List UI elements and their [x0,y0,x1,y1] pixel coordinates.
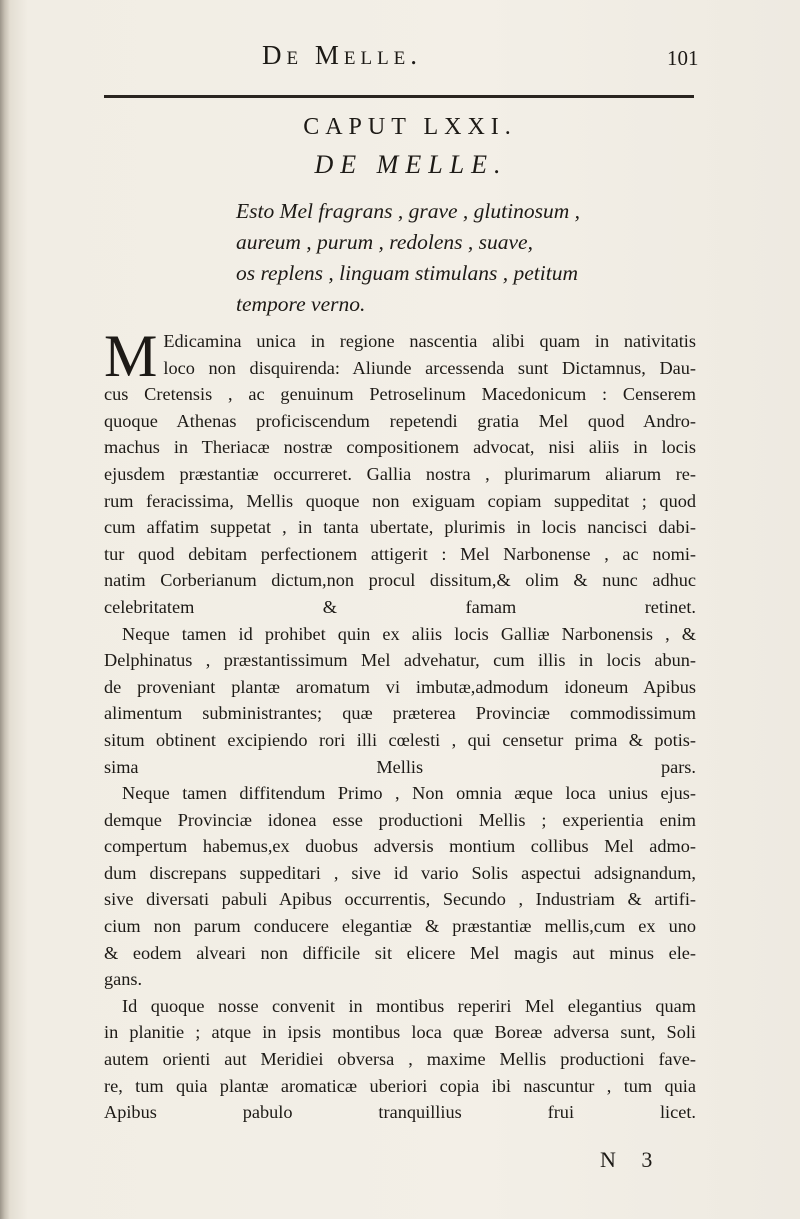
text-line: demque Provinciæ idonea esse productioni Mellis ; experientia enim [104,809,696,830]
summary-line: tempore verno. [236,292,366,316]
text-line: Delphinatus , præstantissimum Mel advehatur, cum illis in locis abun- [104,650,696,671]
text-line: celebritatem & famam retinet. [104,596,696,617]
text-line: autem orienti aut Meridiei obversa , maxime Mellis productioni fave- [104,1049,696,1070]
header-rule [104,95,694,98]
summary-line: aureum , purum , redolens , suave, [236,230,533,254]
text-line: Neque tamen diffitendum Primo , Non omnia æque loca unius ejus- [122,783,696,804]
text-line: ejusdem præstantiæ occurreret. Gallia nostra , plurimarum aliarum re- [104,463,696,484]
page-spine-shadow [0,0,10,1219]
text-line: sive diversati pabuli Apibus occurrentis, Secundo , Industriam & artifi- [104,889,696,910]
summary-line: os replens , linguam stimulans , petitum [236,261,579,285]
paragraph-2 [104,621,696,781]
text-line: Apibus pabulo tranquillius frui licet. [104,1102,696,1123]
text-line: situm obtinent excipiendo rori illi cœlesti , qui censetur prima & potis- [104,729,696,750]
summary-line: Esto Mel fragrans , grave , glutinosum , [236,199,580,223]
text-line: gans. [104,969,143,990]
text-line: Edicamina unica in regione nascentia alibi quam in nativitatis [163,331,696,351]
text-line: loco non disquirenda: Aliunde arcessenda sunt Dictamnus, Dau- [163,357,696,378]
text-line: sima Mellis pars. [104,756,696,777]
chapter-title: DE MELLE. [314,150,508,179]
paragraph-3 [104,780,696,993]
text-line: Id quoque nosse convenit in montibus reperiri Mel elegantius quam [122,995,696,1016]
text-line: cus Cretensis , ac genuinum Petroselinum Macedonicum : Censerem [104,384,696,405]
text-line: cium non parum conducere elegantiæ & præstantiæ mellis,cum ex uno [104,916,696,937]
text-line: re, tum quia plantæ aromaticæ uberiori copia ibi nascuntur , tum quia [104,1075,696,1096]
text-line: de proveniant plantæ aromatum vi imbutæ,admodum idoneum Apibus [104,676,696,697]
text-line: alimentum subministrantes; quæ præterea Provinciæ commodissimum [104,703,696,724]
text-line: compertum habemus,ex duobus adversis montium collibus Mel admo- [104,836,696,857]
text-line: Neque tamen id prohibet quin ex aliis locis Galliæ Narbonensis , & [122,623,696,644]
text-line: machus in Theriacæ nostræ compositionem advocat, nisi aliis in locis [104,437,696,458]
text-line: in planitie ; atque in ipsis montibus loca quæ Boreæ adversa sunt, Soli [104,1022,696,1043]
text-line: quoque Athenas proficiscendum repetendi gratia Mel quod Andro- [104,410,696,431]
text-line: dum discrepans suppeditari , sive id vario Solis aspectui adsignandum, [104,862,696,883]
text-line: & eodem alveari non difficile sit elicere Mel magis aut minus ele- [104,942,696,963]
text-line: rum feracissima, Mellis quoque non exiguam copiam suppeditat ; quod [104,490,696,511]
body-text [104,323,696,1126]
drop-cap: M [104,323,158,389]
text-line: natim Corberianum dictum,non procul dissitum,& olim & nunc adhuc [104,570,696,591]
text-line: tur quod debitam perfectionem attigerit : Mel Narbonense , ac nomi- [104,543,696,564]
text-line: cum affatim suppetat , in tanta ubertate, plurimis in locis nancisci dabi- [104,517,696,538]
page-number: 101 [667,46,699,70]
paragraph-4 [104,993,696,1126]
paragraph-1 [104,323,696,621]
chapter-number: CAPUT LXXI. [303,114,517,140]
chapter-summary [236,196,706,320]
running-head: De Melle. [262,40,423,70]
catchword: N 3 [600,1147,663,1172]
